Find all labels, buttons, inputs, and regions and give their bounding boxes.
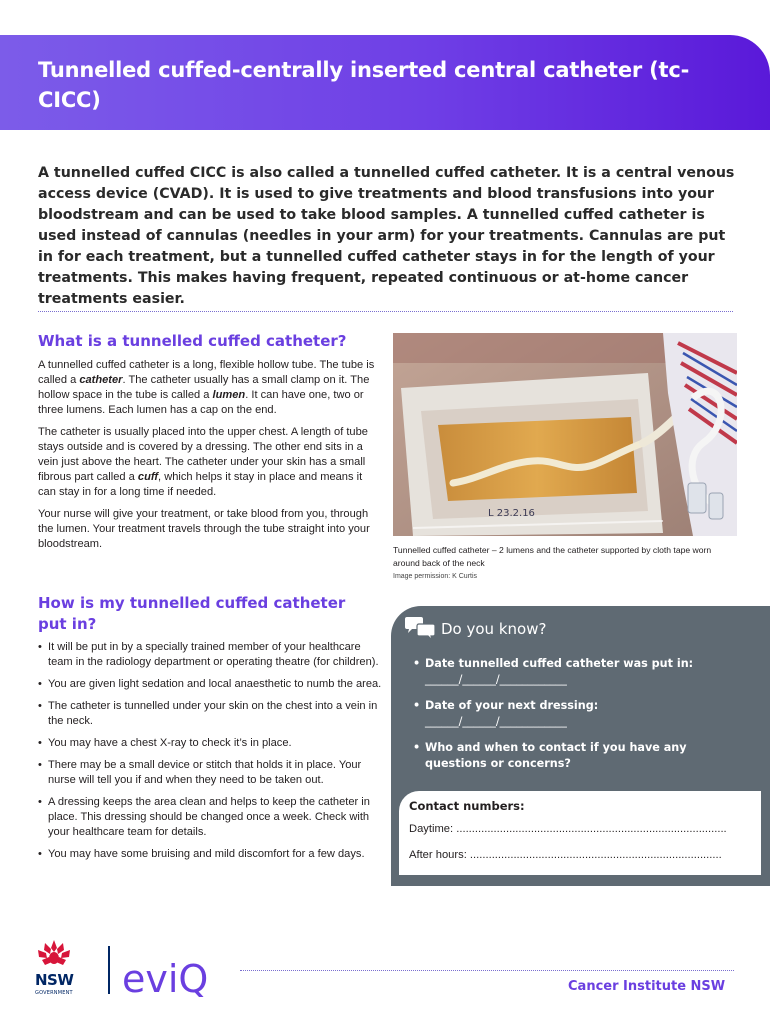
photo-dressing-label: L 23.2.16 xyxy=(488,508,535,519)
footer-dotted-divider xyxy=(240,970,734,971)
nsw-logo-text: NSW xyxy=(35,971,74,989)
list-item: • The catheter is tunnelled under your skin on the chest into a vein in the neck. xyxy=(38,699,383,729)
do-you-know-title: Do you know? xyxy=(441,620,547,638)
list-item: • A dressing keeps the area clean and helps to keep the catheter in place. This dressing should be changed once a week. Check with your healthcare team for details. xyxy=(38,795,383,840)
cancer-institute-name: Cancer Institute NSW xyxy=(568,979,726,994)
list-item: • Who and when to contact if you have any questions or concerns? xyxy=(411,740,751,772)
photo-caption: Tunnelled cuffed catheter – 2 lumens and the catheter supported by cloth tape worn around back of the neck xyxy=(393,545,712,568)
catheter-photo xyxy=(393,333,737,536)
list-item: • You are given light sedation and local anaesthetic to numb the area. xyxy=(38,677,383,692)
list-item: • Date of your next dressing: ______/______/____________ xyxy=(411,698,751,730)
image-permission: Image permission: K Curtis xyxy=(393,573,478,580)
list-item: • It will be put in by a specially trained member of your healthcare team in the radiology department or operating theatre (for children). xyxy=(38,640,383,670)
date-blank: ______/______/____________ xyxy=(425,715,567,728)
list-item: • Date tunnelled cuffed catheter was put in: ______/______/____________ xyxy=(411,656,751,688)
speech-bubbles-icon xyxy=(403,616,437,646)
paragraph-treatment: Your nurse will give your treatment, or take blood from you, through the lumen. Your treatment travels through the tube straight into your bloodstream. xyxy=(38,508,370,550)
list-item: • There may be a small device or stitch that holds it in place. Your nurse will tell you if and when they need to be taken out. xyxy=(38,758,383,788)
date-blank: ______/______/____________ xyxy=(425,673,567,686)
section-how-put-in-body xyxy=(38,640,383,869)
eviq-logo-text: eviQ xyxy=(122,957,209,998)
eviq-logo xyxy=(122,952,234,1002)
list-item: • You may have a chest X-ray to check it’s in place. xyxy=(38,736,383,751)
logo-divider xyxy=(108,946,110,994)
title-banner xyxy=(0,35,770,130)
intro-text: A tunnelled cuffed CICC is also called a tunnelled cuffed catheter. It is a central venous access device (CVAD). It is used to give treatments and blood transfusions into your bloodstream and can be used to take blood samples. A tunnelled cuffed catheter is used instead of cannulas (needles in your arm) for your treatments. Cannulas are put in for each treatment, but a tunnelled cuffed catheter stays in for the length of your treatments. This makes having frequent, repeated continuous or at-home cancer treatments easier. xyxy=(38,165,735,307)
contact-numbers-title: Contact numbers: xyxy=(409,799,525,813)
page-title: Tunnelled cuffed-centrally inserted central catheter (tc-CICC) xyxy=(38,58,690,112)
section-heading-how-put-in: How is my tunnelled cuffed catheter put in? xyxy=(38,594,346,633)
daytime-field: Daytime: ....................................................................................... xyxy=(409,823,727,835)
bullet-list xyxy=(38,640,383,862)
contact-numbers-box xyxy=(399,791,761,875)
paragraph-catheter: A tunnelled cuffed catheter is a long, flexible hollow tube. The tube is called a catheter. The catheter usually has a small clamp on it. The hollow space in the tube is called a lumen. It can have one, two or three lumens. Each lumen has a cap on the end. xyxy=(38,359,375,416)
do-you-know-panel xyxy=(391,606,770,886)
dotted-divider xyxy=(38,311,733,312)
section-what-is-body xyxy=(38,358,378,559)
paragraph-placement: The catheter is usually placed into the upper chest. A length of tube stays outside and is covered by a dressing. The other end sits in a vein just above the heart. The catheter under your skin has a small fibrous part called a cuff, which helps it stay in place and means it can stay in for a long time if needed. xyxy=(38,426,368,498)
section-heading-what-is: What is a tunnelled cuffed catheter? xyxy=(38,332,347,350)
list-item: • You may have some bruising and mild discomfort for a few days. xyxy=(38,847,383,862)
nsw-government-text: GOVERNMENT xyxy=(35,990,73,996)
do-you-know-list xyxy=(411,656,751,782)
after-hours-field: After hours: ................................................................................. xyxy=(409,849,722,861)
